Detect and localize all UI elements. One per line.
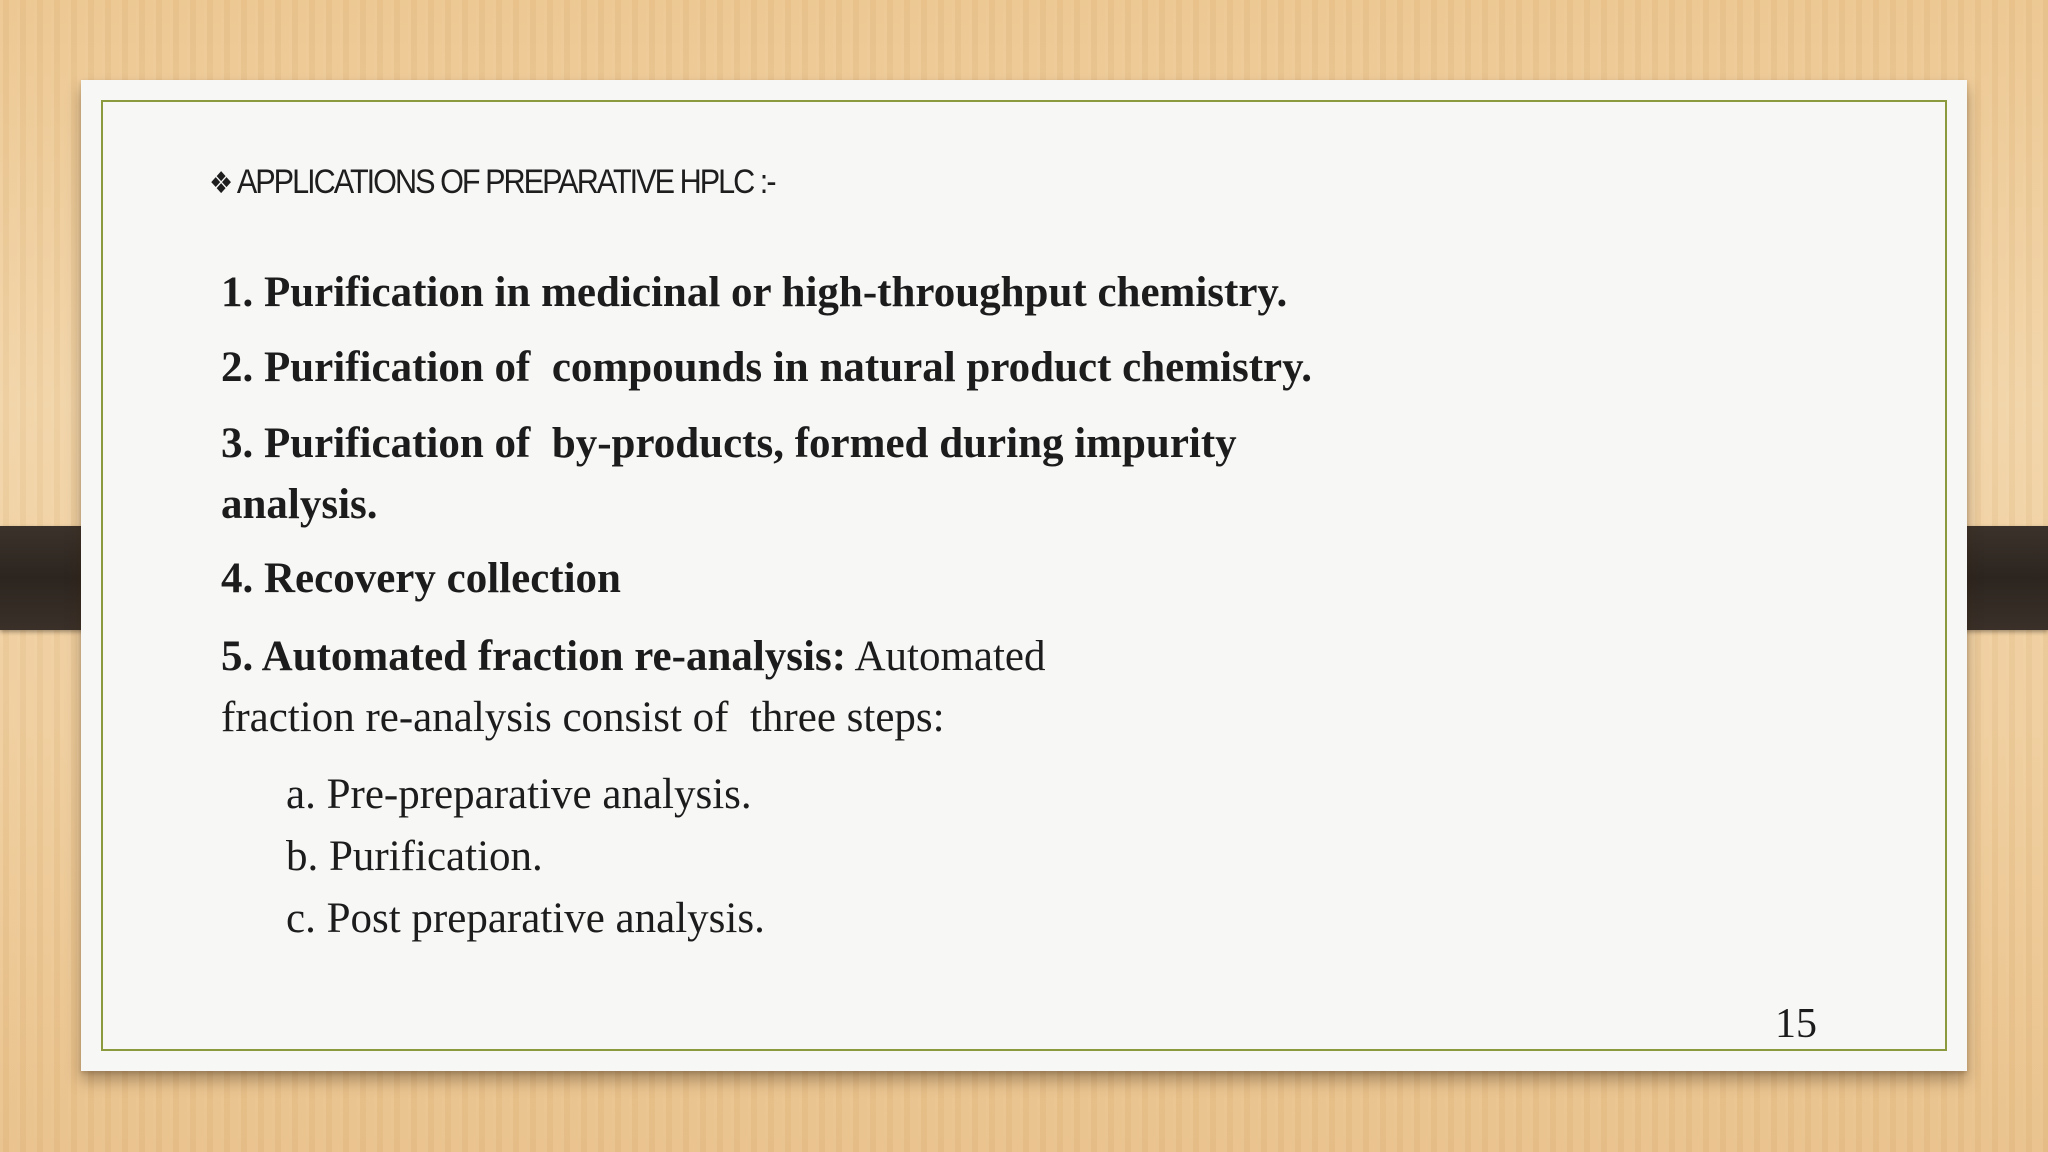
list-item-description-continuation: fraction re-analysis consist of three steps: [221, 694, 945, 741]
page-number: 15 [1775, 1001, 1817, 1047]
list-item-1 [221, 262, 1287, 323]
list-item-text: Automated fraction re-analysis: [261, 633, 847, 680]
list-item-4 [221, 548, 621, 609]
list-item-3 [221, 413, 1237, 535]
list-item-text: Recovery collection [264, 555, 621, 602]
sub-item-b: b. Purification. [286, 833, 543, 880]
list-item-continuation: analysis. [221, 481, 378, 528]
list-item-description: Automated [854, 633, 1046, 680]
list-item-number: 4. [221, 555, 254, 602]
slide-heading [209, 163, 775, 202]
heading-text: APPLICATIONS OF PREPARATIVE HPLC :- [236, 163, 775, 201]
four-diamond-bullet-icon: ❖ [209, 166, 234, 201]
list-item-number: 3. [221, 420, 254, 467]
list-item-2 [221, 337, 1312, 398]
list-item-text: Purification of compounds in natural product chemistry. [264, 344, 1312, 391]
list-item-text: Purification in medicinal or high-throughput chemistry. [264, 269, 1288, 316]
list-item-number: 1. [221, 269, 254, 316]
sub-item-c: c. Post preparative analysis. [286, 895, 765, 942]
slide [81, 80, 1967, 1071]
sub-item-a: a. Pre-preparative analysis. [286, 771, 752, 818]
list-item-text: Purification of by-products, formed during impurity [264, 420, 1237, 467]
list-item-number: 5. [221, 633, 254, 680]
list-item-number: 2. [221, 344, 254, 391]
list-item-5 [221, 626, 1046, 748]
